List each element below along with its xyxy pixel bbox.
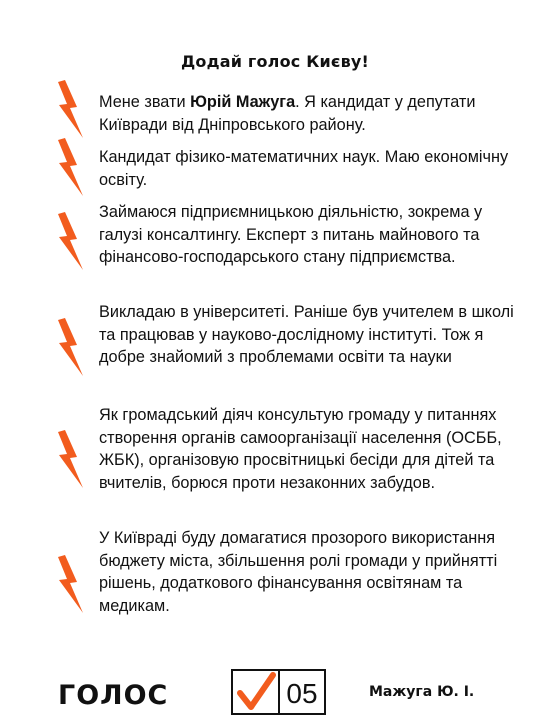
lightning-bolt-icon (55, 80, 85, 140)
paragraph-civic: Як громадський діяч консультую громаду у питаннях створення органів самоорганізації населення (ОСББ, ЖБК), організовую просвітницькі бесіди для дітей та вчителів, борюся проти незаконних забудов. (99, 406, 502, 492)
page-title: Додай голос Києву! (180, 52, 370, 71)
lightning-bolt-icon (55, 318, 85, 378)
paragraph-teaching: Викладаю в університеті. Раніше був учителем в школі та працював у науково-дослідному інституті. Тож я добре знайомий з проблемами освіти та науки (99, 303, 514, 366)
ballot-number: 05 (286, 678, 318, 709)
candidate-name: Юрій Мажуга (190, 93, 296, 111)
paragraph-intro (99, 91, 519, 136)
lightning-bolt-icon (55, 555, 85, 615)
paragraph-business: Займаюся підприємницькою діяльністю, зокрема у галузі консалтингу. Експерт з питань майнового та фінансово-господарського стану підприємства. (99, 203, 483, 266)
paragraph-education: Кандидат фізико-математичних наук. Маю економічну освіту. (99, 148, 509, 189)
lightning-bolt-icon (55, 212, 85, 272)
lightning-bolt-icon (55, 430, 85, 490)
intro-before: Мене звати (99, 93, 191, 111)
lightning-bolt-icon (55, 138, 85, 198)
party-brand: ГОЛОС (58, 680, 169, 711)
ballot-checkbox-icon (231, 669, 327, 715)
paragraph-goals: У Київраді буду домагатися прозорого використання бюджету міста, збільшення ролі громади у прийнятті рішень, додаткового фінансування освітянам та медикам. (99, 529, 498, 615)
candidate-signature: Мажуга Ю. І. (369, 684, 475, 700)
intro-after: . Я кандидат у депутати Київради від Дніпровського району. (99, 93, 476, 134)
